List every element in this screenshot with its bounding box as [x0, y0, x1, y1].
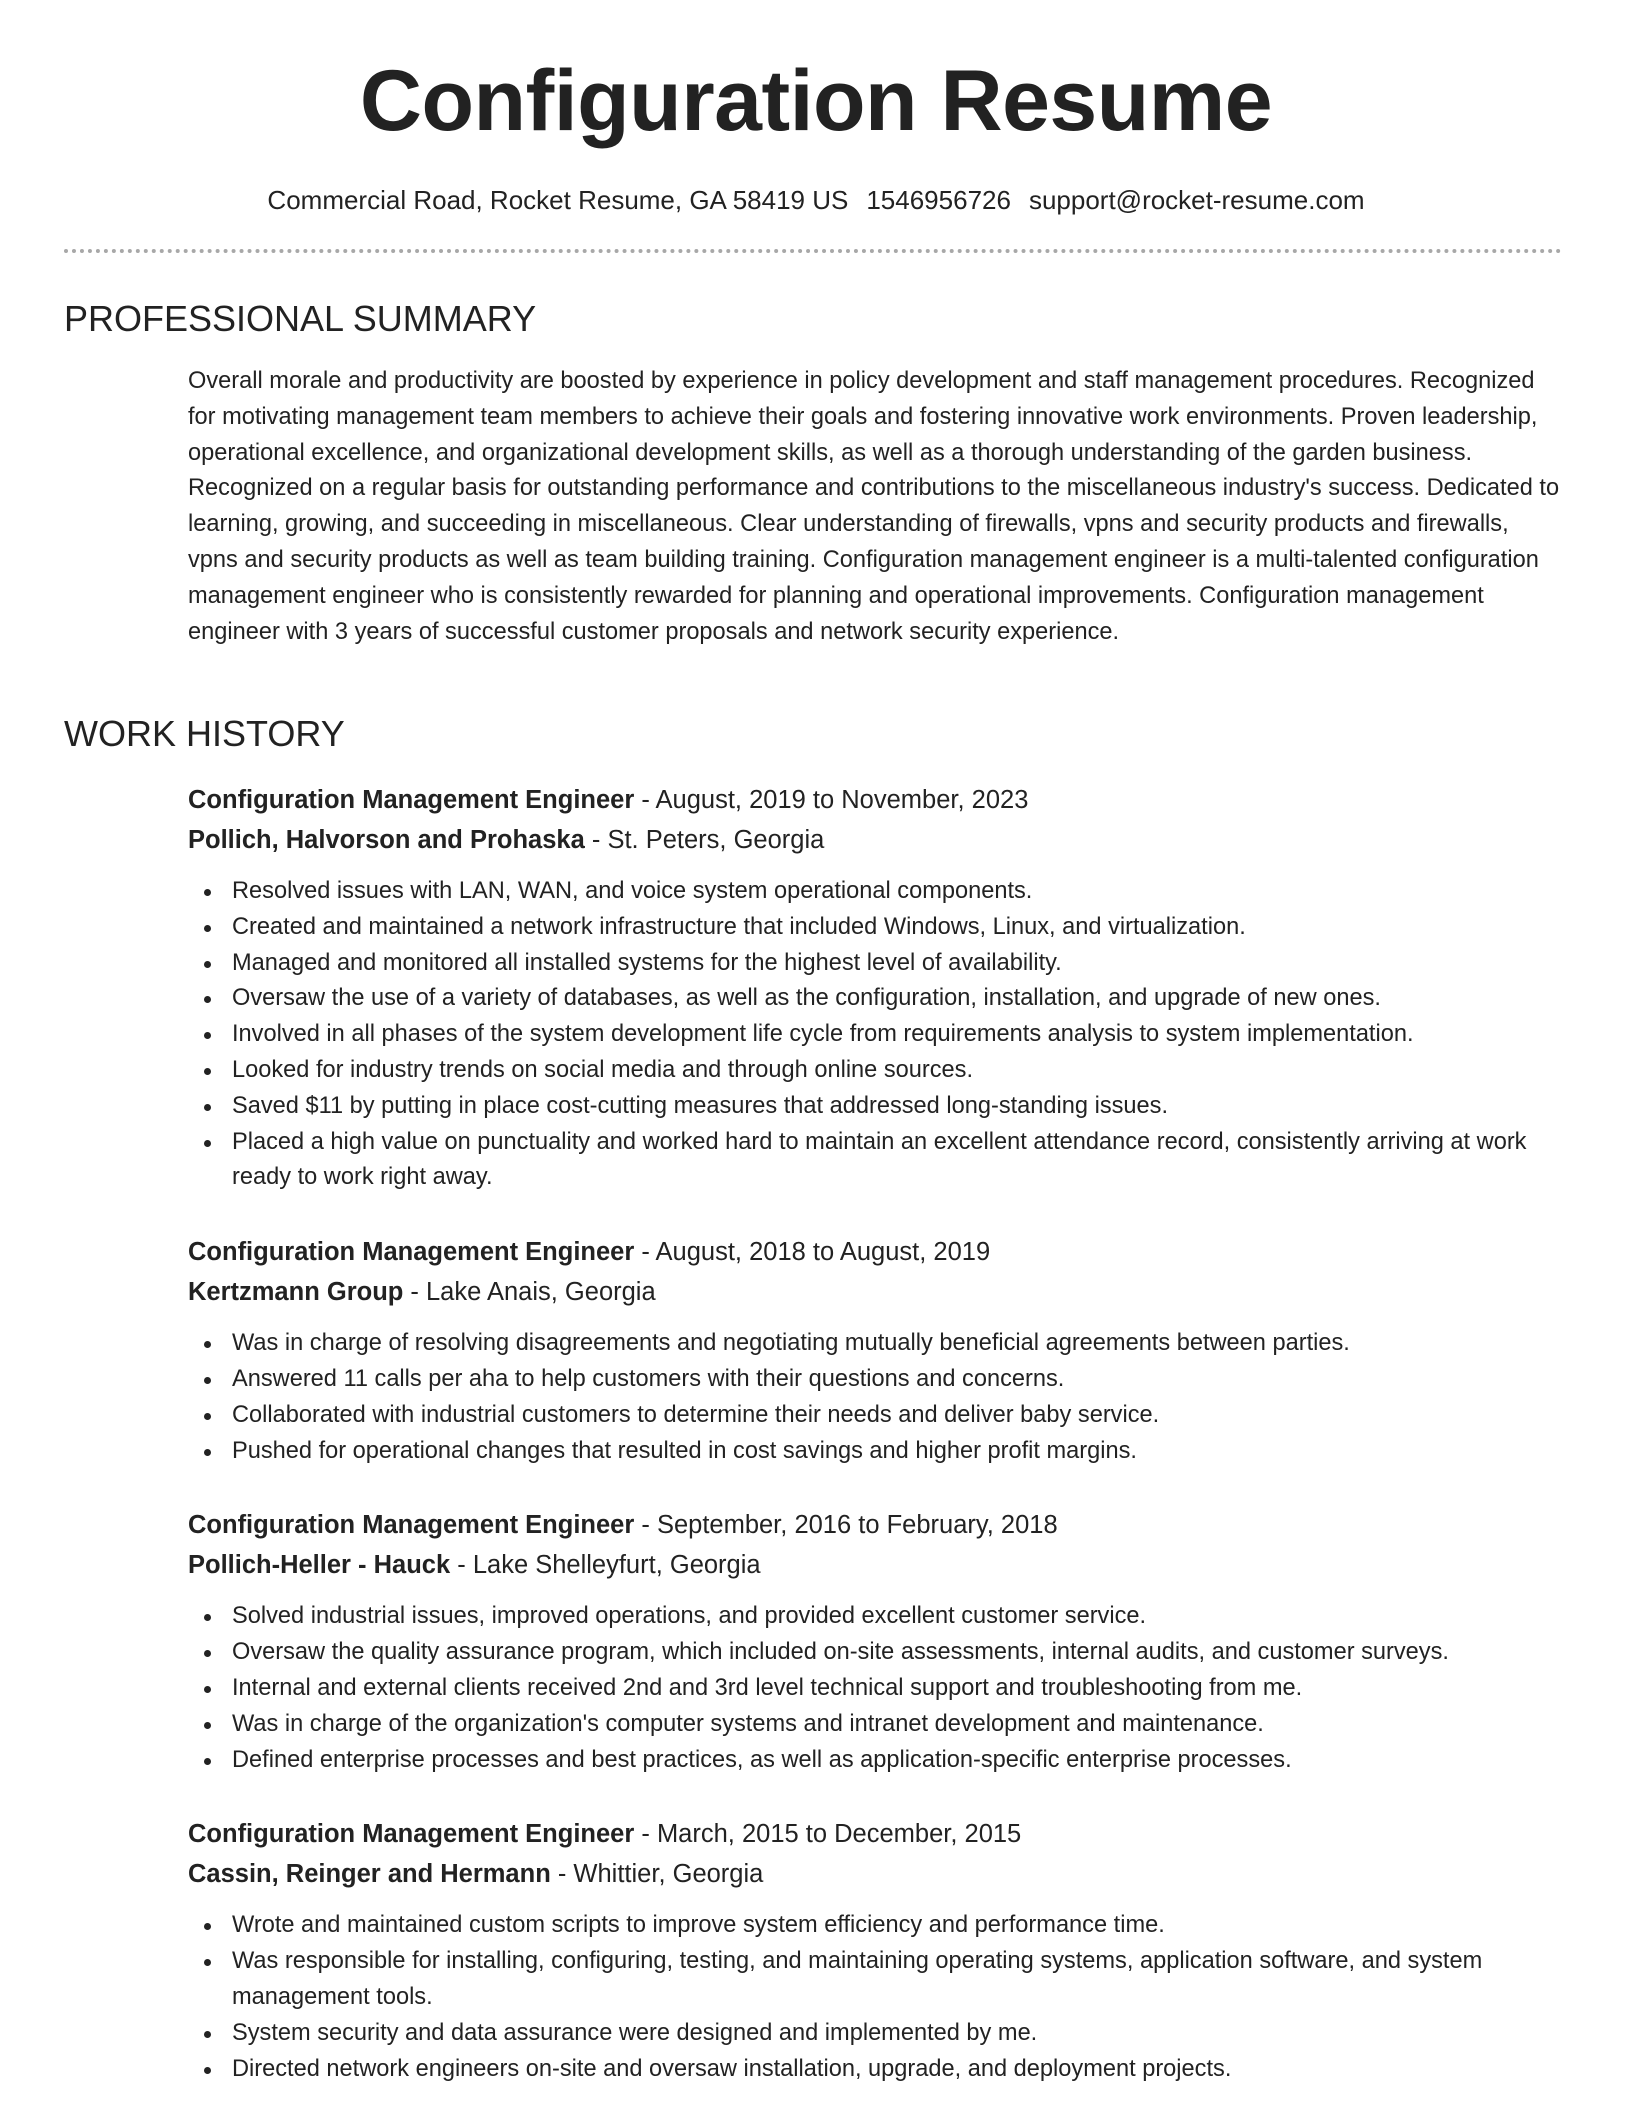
work-history-heading: WORK HISTORY	[64, 713, 345, 754]
job-title: Configuration Management Engineer	[188, 1238, 635, 1267]
job-bullets	[188, 1908, 1568, 2087]
job-bullet: Created and maintained a network infrastructure that included Windows, Linux, and virtualization.	[188, 910, 1568, 946]
job-bullet: Managed and monitored all installed systems for the highest level of availability.	[188, 946, 1568, 982]
job-bullet: Collaborated with industrial customers to determine their needs and deliver baby service.	[188, 1398, 1568, 1434]
job-entry	[188, 1505, 1568, 1778]
job-location: - St. Peters, Georgia	[584, 826, 825, 854]
job-title-line	[188, 1505, 1568, 1545]
work-history-list	[188, 780, 1568, 2112]
job-company: Pollich, Halvorson and Prohaska	[188, 826, 585, 854]
job-title-line	[188, 780, 1568, 820]
resume-title: Configuration Resume	[359, 53, 1273, 149]
job-company: Cassin, Reinger and Hermann	[188, 1860, 551, 1889]
job-company-line	[188, 1272, 1568, 1312]
header-divider	[64, 249, 1562, 253]
job-bullets	[188, 874, 1568, 1196]
job-title-line	[188, 1232, 1568, 1272]
job-title: Configuration Management Engineer	[188, 786, 635, 814]
job-bullet: Looked for industry trends on social media and through online sources.	[188, 1053, 1568, 1089]
job-company: Pollich-Heller - Hauck	[188, 1551, 451, 1580]
job-bullet: Wrote and maintained custom scripts to improve system efficiency and performance time.	[188, 1908, 1568, 1944]
contact-phone: 1546956726	[866, 185, 1011, 215]
job-dates: - March, 2015 to December, 2015	[634, 1820, 1022, 1849]
job-location: - Lake Anais, Georgia	[403, 1278, 656, 1307]
job-company-line	[188, 820, 1568, 860]
job-bullet: Oversaw the use of a variety of databases, as well as the configuration, installation, and upgrade of new ones.	[188, 981, 1568, 1017]
job-entry	[188, 780, 1568, 1196]
contact-info	[0, 182, 1632, 218]
job-bullet: Saved $11 by putting in place cost-cutting measures that addressed long-standing issues.	[188, 1089, 1568, 1125]
job-bullet: Defined enterprise processes and best practices, as well as application-specific enterprise processes.	[188, 1743, 1568, 1779]
job-title-line	[188, 1814, 1568, 1854]
job-title: Configuration Management Engineer	[188, 1511, 635, 1540]
job-bullets	[188, 1599, 1568, 1778]
job-bullet: Oversaw the quality assurance program, which included on-site assessments, internal audits, and customer surveys.	[188, 1635, 1568, 1671]
job-bullet: Internal and external clients received 2nd and 3rd level technical support and troubleshooting from me.	[188, 1671, 1568, 1707]
job-dates: - August, 2018 to August, 2019	[634, 1238, 991, 1267]
job-company: Kertzmann Group	[188, 1278, 404, 1307]
job-entry	[188, 1232, 1568, 1469]
summary-heading: PROFESSIONAL SUMMARY	[64, 298, 537, 339]
job-bullet: Was responsible for installing, configuring, testing, and maintaining operating systems, application software, and system management tools.	[188, 1944, 1568, 2016]
job-bullet: Solved industrial issues, improved operations, and provided excellent customer service.	[188, 1599, 1568, 1635]
job-bullet: Directed network engineers on-site and oversaw installation, upgrade, and deployment projects.	[188, 2052, 1568, 2088]
contact-email[interactable]: support@rocket-resume.com	[1028, 185, 1365, 215]
contact-address: Commercial Road, Rocket Resume, GA 58419 US	[267, 185, 849, 215]
summary-text: Overall morale and productivity are boosted by experience in policy development and staff management procedures. Recognized for motivating management team members to achieve their goals and fostering innovative work environments. Proven leadership, operational excellence, and organizational development skills, as well as a thorough understanding of the garden business. Recognized on a regular basis for outstanding performance and contributions to the miscellaneous industry's success. Dedicated to learning, growing, and succeeding in miscellaneous. Clear understanding of firewalls, vpns and security products and firewalls, vpns and security products as well as team building training. Configuration management engineer is a multi-talented configuration management engineer who is consistently rewarded for planning and operational improvements. Configuration management engineer with 3 years of successful customer proposals and network security experience.	[188, 368, 1560, 645]
job-bullet: Was in charge of the organization's computer systems and intranet development and maintenance.	[188, 1707, 1568, 1743]
job-bullet: Involved in all phases of the system development life cycle from requirements analysis to system implementation.	[188, 1017, 1568, 1053]
job-dates: - August, 2019 to November, 2023	[634, 786, 1029, 814]
job-company-line	[188, 1854, 1568, 1894]
job-title: Configuration Management Engineer	[188, 1820, 635, 1849]
job-bullet: Placed a high value on punctuality and worked hard to maintain an excellent attendance record, consistently arriving at work ready to work right away.	[188, 1125, 1568, 1197]
job-bullet: Was in charge of resolving disagreements and negotiating mutually beneficial agreements between parties.	[188, 1326, 1568, 1362]
job-location: - Lake Shelleyfurt, Georgia	[450, 1551, 761, 1580]
job-bullet: System security and data assurance were designed and implemented by me.	[188, 2016, 1568, 2052]
job-location: - Whittier, Georgia	[550, 1860, 764, 1889]
job-bullet: Pushed for operational changes that resulted in cost savings and higher profit margins.	[188, 1434, 1568, 1470]
job-entry	[188, 1814, 1568, 2087]
job-bullet: Answered 11 calls per aha to help customers with their questions and concerns.	[188, 1362, 1568, 1398]
job-company-line	[188, 1545, 1568, 1585]
job-dates: - September, 2016 to February, 2018	[634, 1511, 1058, 1540]
job-bullet: Resolved issues with LAN, WAN, and voice system operational components.	[188, 874, 1568, 910]
job-bullets	[188, 1326, 1568, 1469]
